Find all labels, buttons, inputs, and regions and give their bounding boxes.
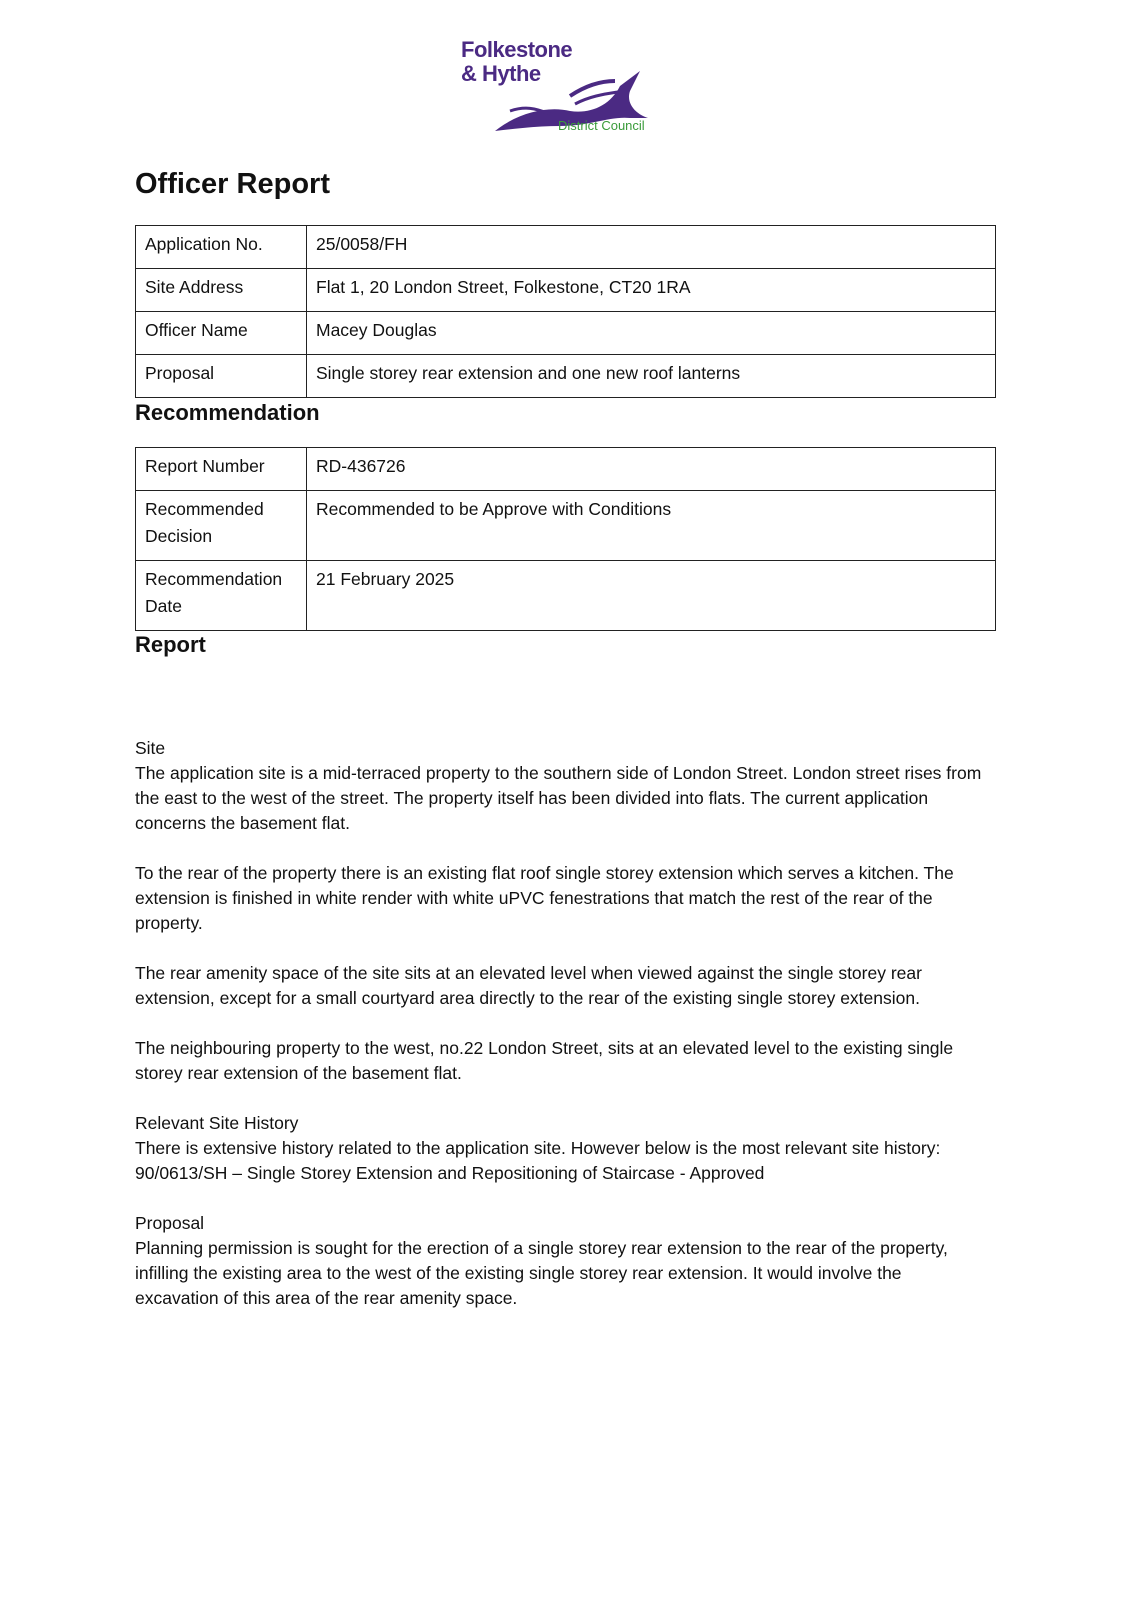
paragraph: The rear amenity space of the site sits at an elevated level when viewed against the single storey rear extension, except for a small courtyard area directly to the rear of the existing single storey extension. [135, 963, 922, 1008]
table-row [136, 312, 996, 355]
table-row [136, 448, 996, 491]
report-heading: Report [135, 632, 206, 657]
paragraph-proposal: Proposal Planning permission is sought for the erection of a single storey rear extension to the rear of the property, infilling the existing area to the west of the existing single storey rear extension. It would involve the excavation of this area of the rear amenity space. [135, 1213, 948, 1308]
logo-line1: Folkestone [461, 37, 573, 62]
application-details-table [135, 225, 996, 398]
table-row [136, 226, 996, 269]
row-value: 25/0058/FH [307, 226, 996, 269]
row-value: Flat 1, 20 London Street, Folkestone, CT20 1RA [307, 269, 996, 312]
row-value: Single storey rear extension and one new roof lanterns [307, 355, 996, 398]
recommendation-heading: Recommendation [135, 400, 320, 425]
table-row [136, 355, 996, 398]
row-label: Application No. [136, 226, 307, 269]
row-value: Recommended to be Approve with Conditions [307, 491, 996, 561]
logo-line3: District Council [558, 118, 645, 133]
paragraph: The neighbouring property to the west, no.22 London Street, sits at an elevated level to the existing single storey rear extension of the basement flat. [135, 1038, 954, 1083]
row-label: Site Address [136, 269, 307, 312]
row-label: Proposal [136, 355, 307, 398]
table-row [136, 561, 996, 631]
table-row [136, 491, 996, 561]
row-value: 21 February 2025 [307, 561, 996, 631]
row-value: RD-436726 [307, 448, 996, 491]
row-label: Recommended Decision [136, 491, 307, 561]
logo-line2: & Hythe [461, 61, 541, 86]
report-body [135, 736, 985, 1336]
row-value: Macey Douglas [307, 312, 996, 355]
paragraph-site: Site The application site is a mid-terraced property to the southern side of London Street. London street rises from the east to the west of the street. The property itself has been divided into flats. The current application concerns the basement flat. [135, 738, 982, 833]
council-logo [455, 36, 665, 141]
table-row [136, 269, 996, 312]
row-label: Report Number [136, 448, 307, 491]
row-label: Officer Name [136, 312, 307, 355]
recommendation-table [135, 447, 996, 631]
page-title: Officer Report [135, 168, 330, 200]
row-label: Recommendation Date [136, 561, 307, 631]
paragraph: To the rear of the property there is an existing flat roof single storey extension which serves a kitchen. The extension is finished in white render with white uPVC fenestrations that match the rest of the rear of the property. [135, 863, 954, 933]
paragraph-site-history: Relevant Site History There is extensive history related to the application site. However below is the most relevant site history: 90/0613/SH – Single Storey Extension and Repositioning of Staircase - Approved [135, 1113, 941, 1183]
